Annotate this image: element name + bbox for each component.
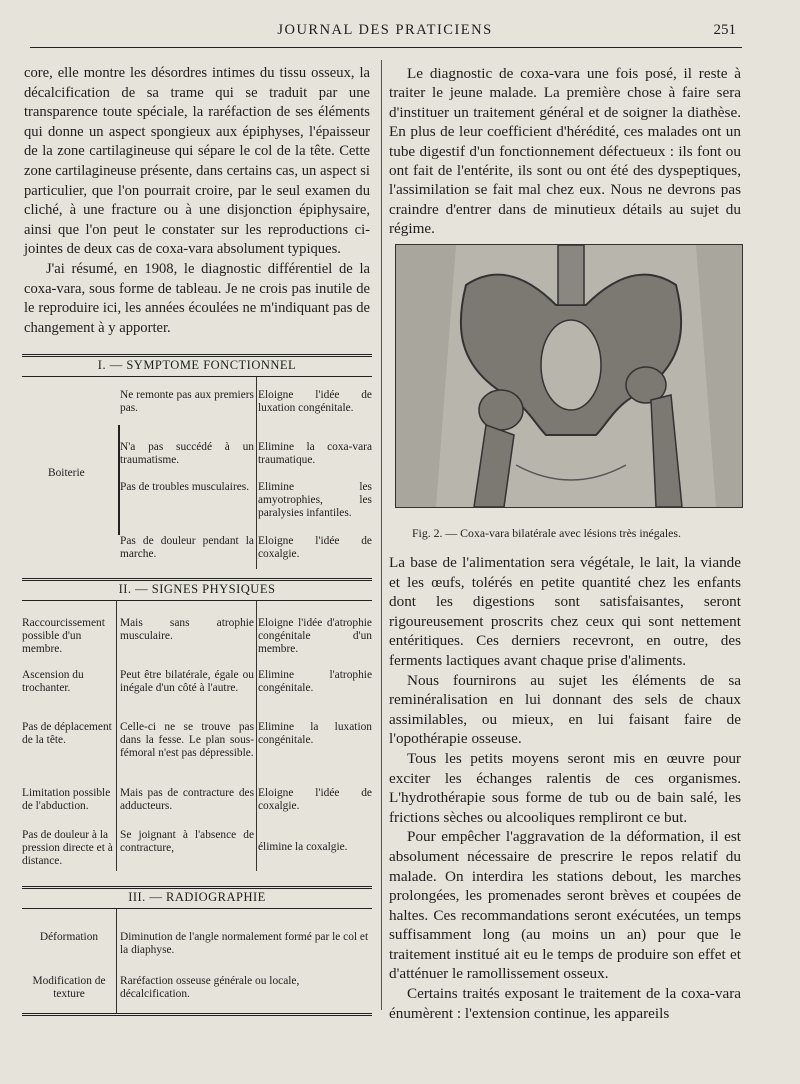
section-title: I. — SYMPTOME FONCTIONNEL — [22, 357, 372, 377]
sign-cell: Se joignant à l'absence de contracture, — [120, 829, 254, 854]
section-1-body — [22, 377, 372, 569]
table-section-2 — [22, 578, 372, 871]
text-cell: Diminution de l'angle normalement formé par le col et la diaphyse. — [120, 931, 369, 956]
section-3-body — [22, 909, 372, 1016]
column-rule — [256, 377, 257, 569]
sign-cell: Pas de troubles musculaires. — [120, 481, 250, 493]
conclusion-cell: Elimine la luxation congénitale. — [258, 721, 372, 746]
table-section-1 — [22, 354, 372, 569]
paragraph: Nous fournirons au sujet les éléments de sa reminéralisation en lui donnant des sels de chaux assimilables, ou mieux, en lui faisant faire de l'opothérapie osseuse. — [389, 671, 741, 748]
sign-cell: Mais pas de contracture des adducteurs. — [120, 787, 254, 812]
section-2-body — [22, 601, 372, 871]
pelvis-illustration — [396, 245, 742, 507]
sign-cell: Ne remonte pas aux premiers pas. — [120, 389, 254, 414]
label-cell: Limitation possible de l'abduction. — [22, 787, 111, 812]
row-label: Boiterie — [48, 467, 85, 479]
conclusion-cell: Elimine l'atrophie congénitale. — [258, 669, 372, 694]
paragraph: J'ai résumé, en 1908, le diagnostic différentiel de la coxa-vara, sous forme de tableau. Je ne crois pas inutile de le reproduire ici, les années écoulées ne m'indiquant pas de changement à y apporter. — [24, 260, 370, 336]
paragraph: Pour empêcher l'aggravation de la déformation, il est absolument nécessaire de prescrire le repos relatif du malade. On interdira les stations debout, les marches prolongées, les promenades seront brèves et coupées de haltes. Ces recommandations seront exécutées, un temps suffisamment long (au moins un an) pour que le traitement institué ait eu le temps de produire son effet et d'atténuer le ramollissement osseux. — [389, 828, 741, 983]
sign-cell: Peut être bilatérale, égale ou inégale d'un côté à l'autre. — [120, 669, 254, 694]
right-column-top — [389, 64, 741, 239]
label-cell: Pas de déplacement de la tête. — [22, 721, 112, 746]
right-column-bottom — [389, 553, 741, 1023]
label-cell: Pas de douleur à la pression directe et à distance. — [22, 829, 113, 867]
sign-cell: Pas de douleur pendant la marche. — [120, 535, 254, 560]
table-section-3 — [22, 886, 372, 1016]
sign-cell: Mais sans atrophie musculaire. — [120, 617, 254, 642]
paragraph: core, elle montre les désordres intimes du tissu osseux, la décalcification de sa trame qui se traduit par une transparence toute spéciale, la raréfaction de ses éléments qui donne un aspect spongieux aux épiphyses, l'épaisseur de la zone cartilagineuse qui sépare le col de la tête. Cette zone cartilagineuse présente, dans certains cas, un aspect si particulier, que l'on pourrait croire, par le seul examen du cliché, à une fracture ou à une disjonction épiphysaire, ainsi que l'on peut le constater sur les reproductions ci-jointes de deux cas de coxa-vara absolument typiques. — [24, 65, 370, 258]
conclusion-cell: Eloigne l'idée de luxation congénitale. — [258, 389, 372, 414]
pelvis-radiograph-figure — [395, 244, 743, 508]
conclusion-cell: Elimine les amyotrophies, les paralysies infantiles. — [258, 481, 372, 519]
page-number: 251 — [713, 22, 736, 38]
paragraph: Tous les petits moyens seront mis en œuvre pour exciter les échanges ralentis de ces organismes. L'hydrothérapie sous forme de tub ou de bain salé, les frictions sèches ou alcooliques rempliront ce but. — [389, 749, 741, 826]
column-divider — [381, 60, 382, 1010]
text-cell: Raréfaction osseuse générale ou locale, décalcification. — [120, 975, 300, 1000]
paragraph: Le diagnostic de coxa-vara une fois posé, il reste à traiter le jeune malade. La première chose à faire sera d'instituer un traitement général et de soigner la diathèse. En plus de leur coefficient d'hérédité, ces malades ont un tube digestif d'un fonctionnement défectueux : ils font ou ont fait de l'entérite, ils sont ou ont été des dyspeptiques, l'assimilation se fait mal chez eux. Nous ne devrons pas craindre d'entrer dans de minutieux détails au sujet du régime. — [389, 65, 741, 238]
paragraph: La base de l'alimentation sera végétale, le lait, la viande et les œufs, tolérés en petite quantité chez les enfants dont les digestions sont satisfaisantes, seront rigoureusement proscrits chez ceux qui sont nettement entéritiques. Ces derniers recevront, en outre, des ferments lactiques avant chaque prise d'aliments. — [389, 554, 741, 669]
label-cell: Raccourcissement possible d'un membre. — [22, 617, 105, 655]
sign-cell: N'a pas succédé à un traumatisme. — [120, 441, 254, 466]
column-rule — [256, 601, 257, 871]
label-cell: Modification de texture — [32, 975, 106, 1000]
sign-cell: Celle-ci ne se trouve pas dans la fesse. Le plan sous-fémoral n'est pas dépressible. — [120, 721, 254, 759]
paragraph: Certains traités exposant le traitement de la coxa-vara énumèrent : l'extension continue, les appareils — [389, 985, 741, 1022]
label-cell: Déformation — [39, 931, 99, 943]
running-header — [30, 22, 740, 42]
label-cell: Ascension du trochanter. — [22, 669, 84, 694]
conclusion-cell: élimine la coxalgie. — [258, 841, 348, 853]
left-column-text — [24, 64, 370, 338]
conclusion-cell: Eloigne l'idée de coxalgie. — [258, 535, 372, 560]
figure-caption: Fig. 2. — Coxa-vara bilatérale avec lésions très inégales. — [412, 526, 681, 540]
journal-title: JOURNAL DES PRATICIENS — [277, 22, 493, 38]
column-rule — [116, 909, 117, 1013]
conclusion-cell: Eloigne l'idée de coxalgie. — [258, 787, 372, 812]
conclusion-cell: Elimine la coxa-vara traumatique. — [258, 441, 372, 466]
section-title: II. — SIGNES PHYSIQUES — [22, 581, 372, 601]
conclusion-cell: Eloigne l'idée d'atrophie congénitale d'un membre. — [258, 617, 372, 655]
header-rule — [30, 47, 742, 48]
section-title: III. — RADIOGRAPHIE — [22, 889, 372, 909]
column-rule — [116, 601, 117, 871]
